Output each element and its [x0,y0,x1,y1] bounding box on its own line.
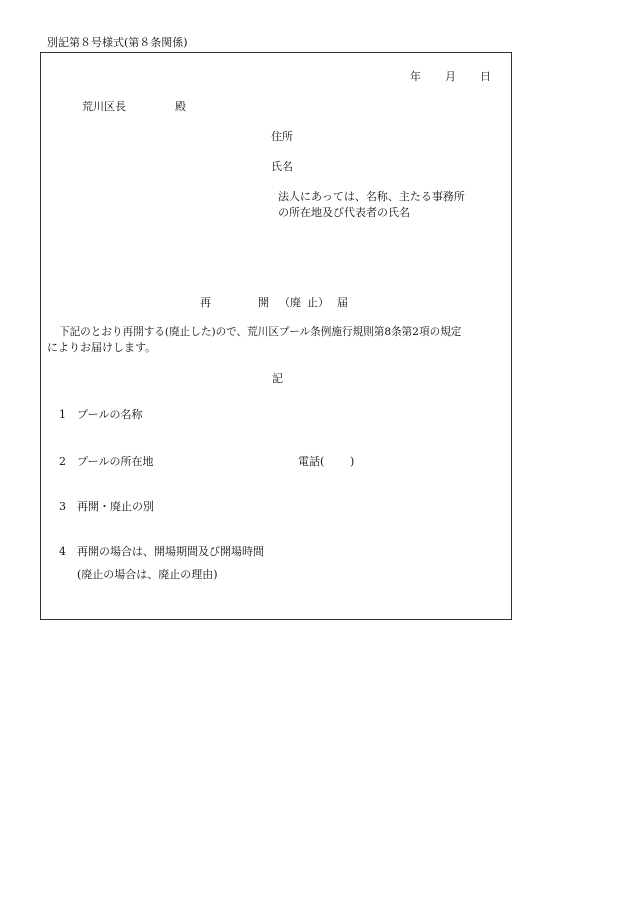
name-label: 氏名 [271,160,293,173]
title-part-1: 再 [200,296,211,309]
date-year-label: 年 [410,70,421,83]
item-3-label: 再開・廃止の別 [77,500,154,513]
item-2-label: プールの所在地 [77,455,154,468]
date-day-label: 日 [480,70,491,83]
title-part-3: （廃 [279,296,301,309]
phone-close-paren: ) [350,455,355,468]
item-4-number: 4 [59,545,66,558]
item-2-number: 2 [59,455,66,468]
address-label: 住所 [271,130,293,143]
item-3-number: 3 [59,500,66,513]
item-4-label: 再開の場合は、開場期間及び開場時間 [77,545,264,558]
body-line-1: 下記のとおり再開する(廃止した)ので、荒川区プール条例施行規則第8条第2項の規定 [59,326,462,338]
document-title [200,296,348,310]
phone-label: 電話( [298,455,325,468]
form-number-label: 別記第８号様式(第８条関係) [47,36,188,49]
item-4-sub-label: (廃止の場合は、廃止の理由) [77,568,218,581]
item-1-label: プールの名称 [77,408,143,421]
item-1-number: 1 [59,408,66,421]
ki-label: 記 [272,372,283,385]
title-part-4: 止） [307,296,329,309]
title-part-2: 開 [258,296,269,309]
recipient-name: 荒川区長 [82,100,126,113]
date-month-label: 月 [445,70,456,83]
title-part-5: 届 [337,296,348,309]
corporate-note-line1: 法人にあっては、名称、主たる事務所 [278,190,465,203]
corporate-note-line2: の所在地及び代表者の氏名 [278,206,410,219]
body-line-2: によりお届けします。 [47,341,157,354]
recipient-honorific: 殿 [175,100,186,113]
